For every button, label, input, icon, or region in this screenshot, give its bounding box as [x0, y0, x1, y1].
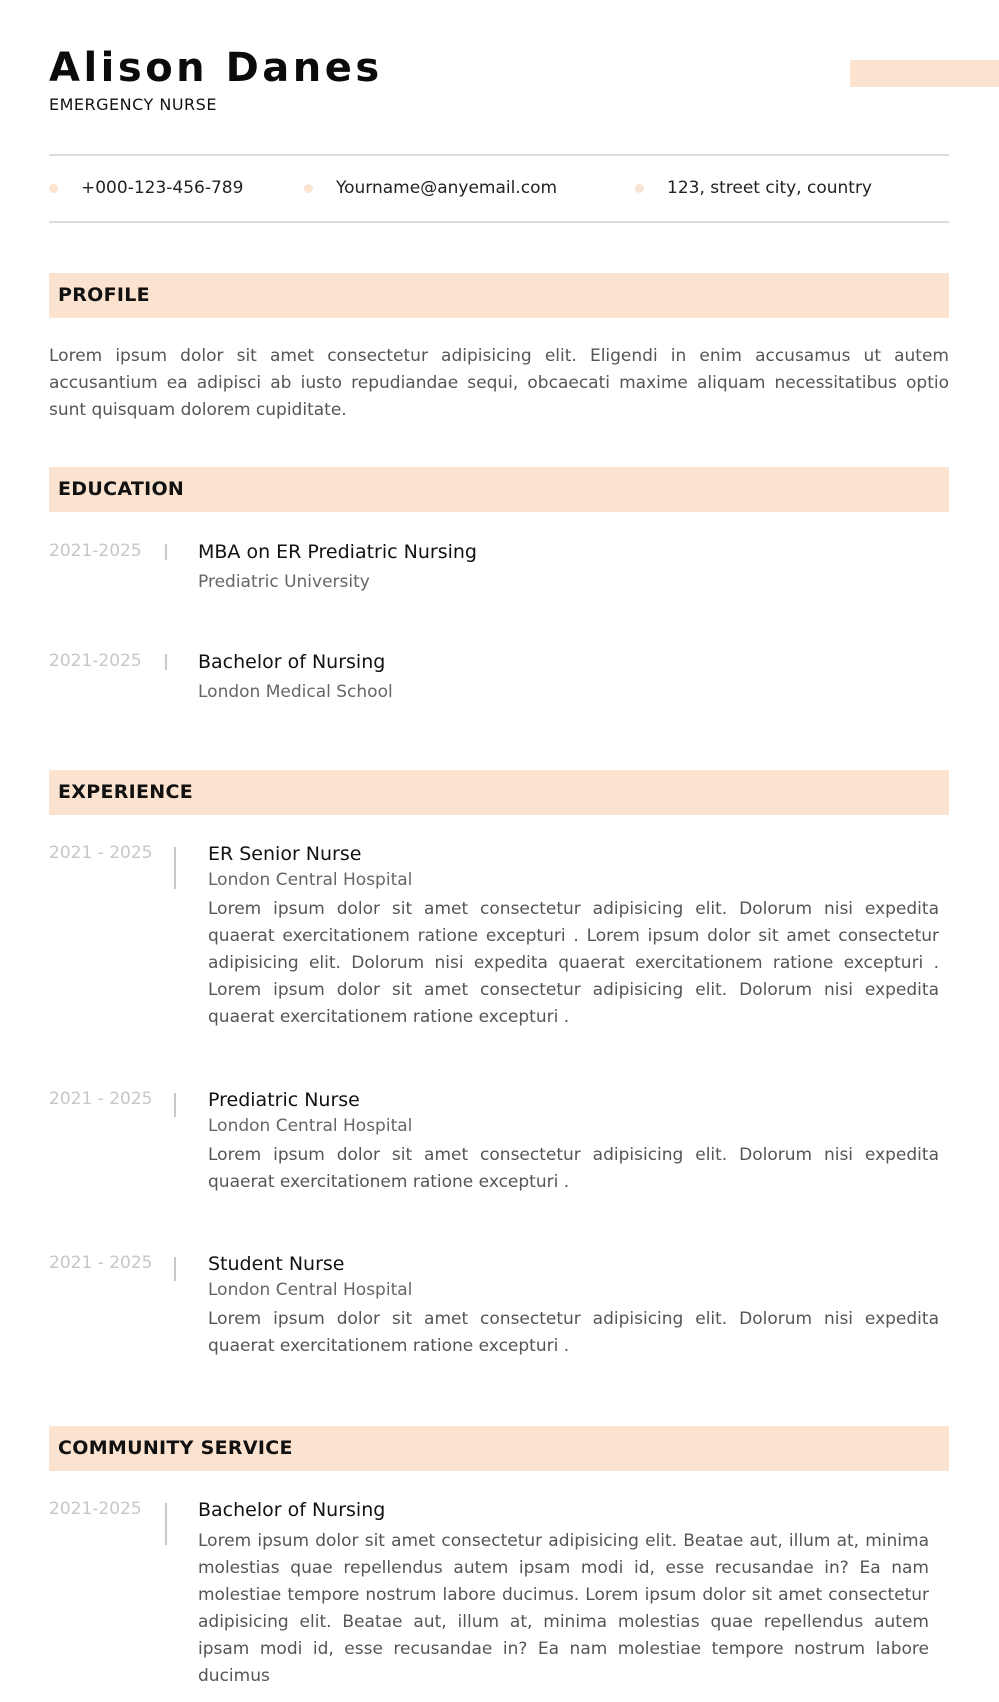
community-item: [49, 1498, 949, 1698]
experience-place: London Central Hospital: [208, 1116, 413, 1136]
resume-header: [49, 44, 383, 114]
date-divider: [165, 544, 167, 560]
date-divider: [165, 1503, 167, 1545]
experience-item: [49, 1088, 949, 1208]
experience-title: Prediatric Nurse: [208, 1089, 360, 1111]
education-school: London Medical School: [198, 682, 393, 702]
education-item: [49, 650, 949, 710]
phone-text: +000-123-456-789: [81, 178, 244, 198]
contact-phone: [49, 178, 243, 198]
bullet-dot-icon: [635, 184, 644, 193]
section-heading-experience: EXPERIENCE: [49, 770, 949, 815]
candidate-name: Alison Danes: [49, 45, 383, 91]
date-divider: [174, 847, 176, 889]
education-degree: Bachelor of Nursing: [198, 651, 386, 673]
contact-address: [635, 178, 872, 198]
date-divider: [174, 1093, 176, 1117]
community-description: Lorem ipsum dolor sit amet consectetur adipisicing elit. Beatae aut, illum at, minima molestias quae repellendus autem ipsam modi id, esse recusandae in? Ea nam molestiae tempore nostrum labore ducimus. Lorem ipsum dolor sit amet consectetur adipisicing elit. Beatae aut, illum at, minima molestias quae repellendus autem ipsam modi id, esse recusandae in? Ea nam molestiae tempore nostrum labore ducimus: [198, 1531, 929, 1686]
address-text: 123, street city, country: [667, 178, 872, 198]
bullet-dot-icon: [304, 184, 313, 193]
experience-title: ER Senior Nurse: [208, 843, 362, 865]
education-degree: MBA on ER Prediatric Nursing: [198, 541, 477, 563]
contact-bar: [49, 154, 949, 223]
education-date: 2021-2025: [49, 651, 142, 671]
section-heading-community-service: COMMUNITY SERVICE: [49, 1426, 949, 1471]
experience-place: London Central Hospital: [208, 1280, 413, 1300]
education-date: 2021-2025: [49, 541, 142, 561]
experience-item: [49, 842, 949, 1042]
profile-text: Lorem ipsum dolor sit amet consectetur adipisicing elit. Eligendi in enim accusamus ut autem accusantium ea adipisci ab iusto repudiandae sequi, obcaecati maxime aliquam necessitatibus optio sunt quisquam dolorem cupiditate.: [49, 346, 949, 420]
community-title: Bachelor of Nursing: [198, 1499, 386, 1521]
experience-description: Lorem ipsum dolor sit amet consectetur adipisicing elit. Dolorum nisi expedita quaerat exercitationem ratione excepturi .: [208, 1309, 939, 1356]
date-divider: [165, 654, 167, 670]
contact-email: [304, 178, 557, 198]
section-heading-education: EDUCATION: [49, 467, 949, 512]
education-school: Prediatric University: [198, 572, 370, 592]
experience-date: 2021 - 2025: [49, 843, 153, 863]
bullet-dot-icon: [49, 184, 58, 193]
experience-description: Lorem ipsum dolor sit amet consectetur adipisicing elit. Dolorum nisi expedita quaerat exercitationem ratione excepturi .: [208, 1145, 939, 1192]
experience-place: London Central Hospital: [208, 870, 413, 890]
experience-date: 2021 - 2025: [49, 1089, 153, 1109]
experience-item: [49, 1252, 949, 1372]
section-heading-profile: PROFILE: [49, 273, 949, 318]
experience-description: Lorem ipsum dolor sit amet consectetur adipisicing elit. Dolorum nisi expedita quaerat exercitationem ratione excepturi . Lorem ipsum dolor sit amet consectetur adipisicing elit. Dolorum nisi expedita quaerat exercitationem ratione excepturi . Lorem ipsum dolor sit amet consectetur adipisicing elit. Dolorum nisi expedita quaerat exercitationem ratione excepturi .: [208, 899, 939, 1027]
header-accent-bar: [850, 60, 999, 87]
date-divider: [174, 1257, 176, 1281]
candidate-role: EMERGENCY NURSE: [49, 95, 217, 114]
community-date: 2021-2025: [49, 1499, 142, 1519]
experience-title: Student Nurse: [208, 1253, 345, 1275]
education-item: [49, 540, 949, 600]
experience-date: 2021 - 2025: [49, 1253, 153, 1273]
email-text: Yourname@anyemail.com: [336, 178, 558, 198]
